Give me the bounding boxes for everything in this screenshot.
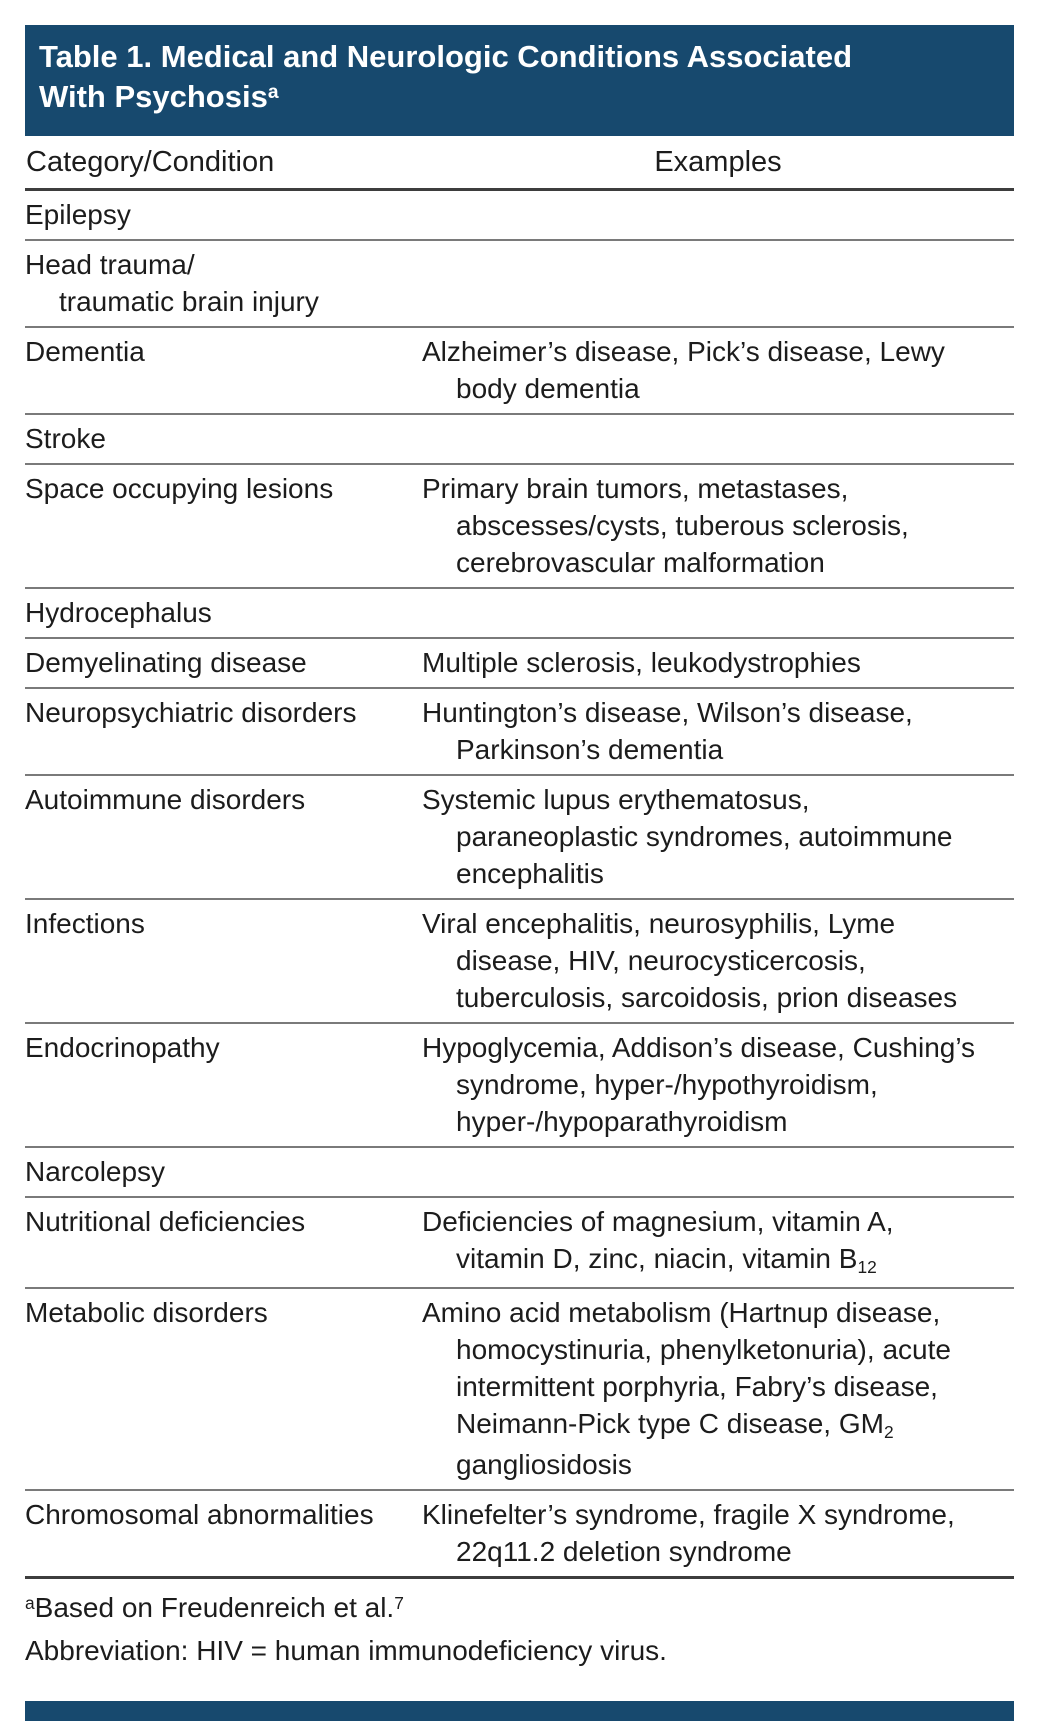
category-cell: Neuropsychiatric disorders [25,697,357,728]
footnotes: $^a$Based on Freudenreich et al.$^7$ Abbreviation: HIV = human immunodeficiency virus. [25,1592,667,1666]
table-row [25,1148,1014,1198]
category-cell: Space occupying lesions [25,473,334,504]
table-row [25,776,1014,900]
category-cell: Endocrinopathy [25,1032,220,1063]
table-row [25,589,1014,639]
category-cell: Stroke [25,423,106,454]
table-title-bar [25,25,1014,136]
category-cell: Infections [25,908,145,939]
table-row [25,1198,1014,1289]
category-cell: Autoimmune disorders [25,784,306,815]
examples-cell [422,246,1014,320]
category-cell: Epilepsy [25,199,131,230]
column-header-category: Category/Condition [26,146,275,178]
table-row [25,241,1014,328]
table-title: Table 1. Medical and Neurologic Conditions Associated With Psychosis$^a$ [39,39,853,114]
table-row [25,689,1014,776]
examples-cell [422,1153,1014,1190]
examples-cell [422,196,1014,233]
table-row [25,900,1014,1024]
category-cell: Chromosomal abnormalities [25,1499,374,1530]
category-cell: Head trauma/ traumatic brain injury [25,249,319,317]
table-row [25,465,1014,589]
examples-cell: Klinefelter’s syndrome, fragile X syndrome, 22q11.2 deletion syndrome [422,1499,955,1567]
examples-cell: Multiple sclerosis, leukodystrophies [422,647,861,678]
table-rows [25,191,1014,1579]
examples-cell: Viral encephalitis, neurosyphilis, Lyme disease, HIV, neurocysticercosis, tuberculosis, sarcoidosis, prion diseases [422,908,958,1013]
category-cell: Hydrocephalus [25,597,212,628]
category-cell: Dementia [25,336,145,367]
table-row [25,1289,1014,1491]
examples-cell [422,594,1014,631]
table-row [25,639,1014,689]
examples-cell: Alzheimer’s disease, Pick’s disease, Lewy body dementia [422,336,945,404]
category-cell: Demyelinating disease [25,647,307,678]
examples-cell [422,420,1014,457]
examples-cell: Hypoglycemia, Addison’s disease, Cushing’s syndrome, hyper-/hypothyroidism, hyper-/hypoparathyroidism [422,1032,976,1137]
category-cell: Nutritional deficiencies [25,1206,306,1237]
category-cell: Narcolepsy [25,1156,166,1187]
examples-cell: Primary brain tumors, metastases, abscesses/cysts, tuberous sclerosis, cerebrovascular malformation [422,473,909,578]
examples-cell: Amino acid metabolism (Hartnup disease, homocystinuria, phenylketonuria), acute intermittent porphyria, Fabry’s disease, Neimann-Pick type C disease, $GM_2$ gangliosidosis [422,1297,951,1480]
table-row [25,1024,1014,1148]
table-row [25,191,1014,241]
table-row [25,1491,1014,1579]
examples-cell: Huntington’s disease, Wilson’s disease, Parkinson’s dementia [422,697,913,765]
column-header-row [25,136,1014,191]
examples-cell: Deficiencies of magnesium, vitamin A, vitamin D, zinc, niacin, vitamin $B_{12}$ [422,1206,894,1277]
bottom-accent-bar [25,1701,1014,1721]
table-row [25,328,1014,415]
table-row [25,415,1014,465]
examples-cell: Systemic lupus erythematosus, paraneoplastic syndromes, autoimmune encephalitis [422,784,953,889]
column-header-examples: Examples [654,146,782,178]
category-cell: Metabolic disorders [25,1297,268,1328]
